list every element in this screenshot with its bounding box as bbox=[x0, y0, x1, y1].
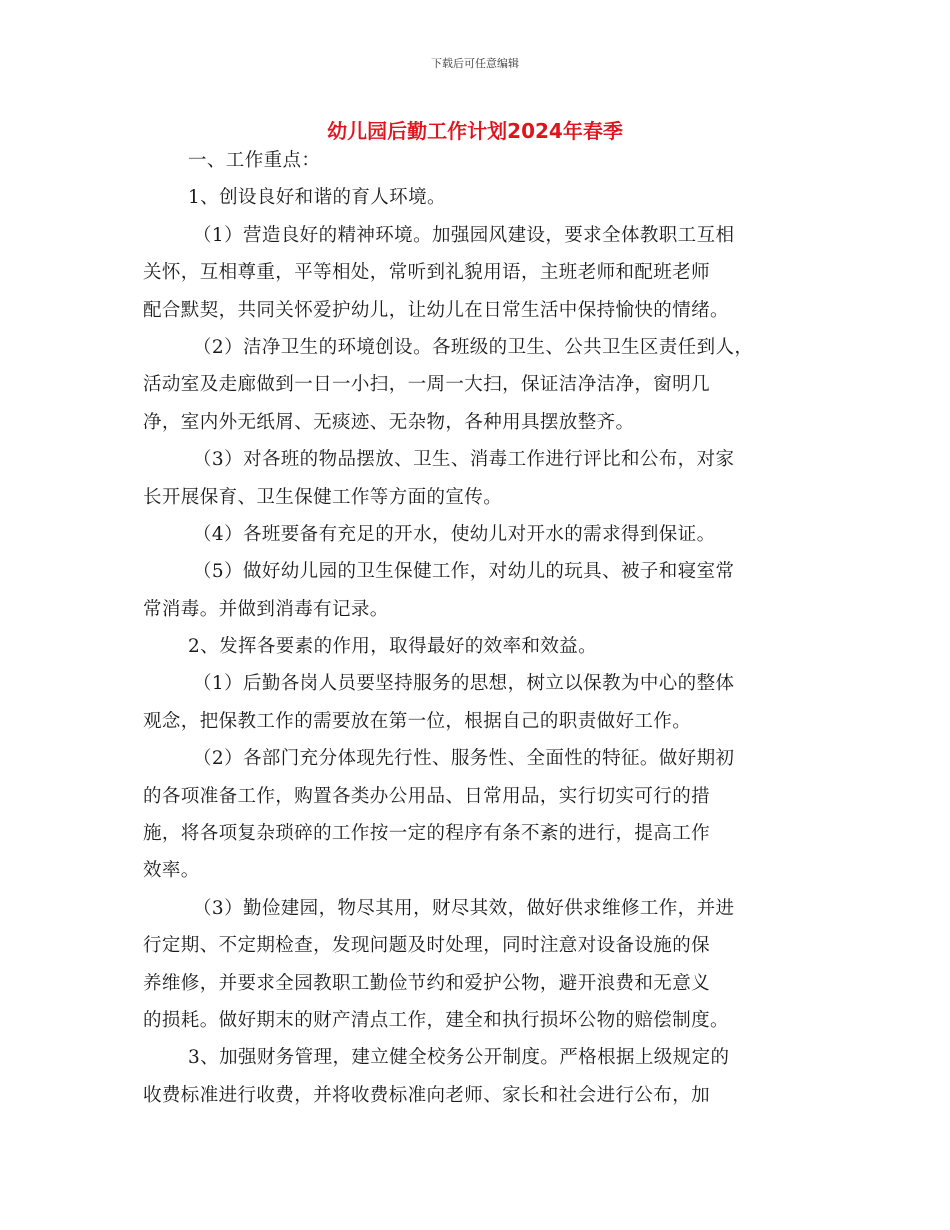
paragraph-line: 收费标准进行收费，并将收费标准向老师、家长和社会进行公布，加 bbox=[143, 1084, 711, 1106]
section-heading: 一、工作重点： bbox=[188, 150, 321, 171]
paragraph-line: 配合默契，共同关怀爱护幼儿，让幼儿在日常生活中保持愉快的情绪。 bbox=[143, 299, 729, 321]
paragraph-line: 观念，把保教工作的需要放在第一位，根据自己的职责做好工作。 bbox=[143, 710, 692, 732]
paragraph-line: 净，室内外无纸屑、无痰迹、无杂物，各种用具摆放整齐。 bbox=[143, 411, 635, 433]
paragraph-line: 活动室及走廊做到一日一小扫，一周一大扫，保证洁净洁净，窗明几 bbox=[143, 374, 711, 396]
paragraph-line: 效率。 bbox=[143, 860, 200, 882]
paragraph-line: （4）各班要备有充足的开水，使幼儿对开水的需求得到保证。 bbox=[193, 523, 716, 545]
paragraph-line: （2）各部门充分体现先行性、服务性、全面性的特征。做好期初 bbox=[193, 748, 735, 770]
paragraph-line: （1）营造良好的精神环境。加强园风建设，要求全体教职工互相 bbox=[193, 224, 735, 246]
paragraph-line: 的各项准备工作，购置各类办公用品、日常用品，实行切实可行的措 bbox=[143, 785, 711, 807]
paragraph-line: （3）勤俭建园，物尽其用，财尽其效，做好供求维修工作，并进 bbox=[193, 897, 735, 919]
document-title: 幼儿园后勤工作计划2024年春季 bbox=[327, 119, 623, 143]
paragraph-line: （3）对各班的物品摆放、卫生、消毒工作进行评比和公布，对家 bbox=[193, 449, 735, 471]
paragraph-line: 施，将各项复杂琐碎的工作按一定的程序有条不紊的进行，提高工作 bbox=[143, 823, 711, 845]
paragraph-line: （5）做好幼儿园的卫生保健工作，对幼儿的玩具、被子和寝室常 bbox=[193, 561, 735, 583]
header-note: 下载后可任意编辑 bbox=[431, 57, 519, 70]
paragraph-line: 常消毒。并做到消毒有记录。 bbox=[143, 598, 389, 620]
item-heading: 1、创设良好和谐的育人环境。 bbox=[188, 187, 446, 209]
item-heading: 2、发挥各要素的作用，取得最好的效率和效益。 bbox=[188, 636, 598, 658]
paragraph-line: （2）洁净卫生的环境创设。各班级的卫生、公共卫生区责任到人， bbox=[193, 336, 754, 358]
paragraph-line: 行定期、不定期检查，发现问题及时处理，同时注意对设备设施的保 bbox=[143, 935, 711, 957]
paragraph-line: （1）后勤各岗人员要坚持服务的思想，树立以保教为中心的整体 bbox=[193, 673, 735, 695]
document-body bbox=[143, 142, 815, 1114]
paragraph-line: 关怀，互相尊重，平等相处，常听到礼貌用语，主班老师和配班老师 bbox=[143, 262, 711, 284]
paragraph-line: 的损耗。做好期末的财产清点工作，建全和执行损坏公物的赔偿制度。 bbox=[143, 1009, 729, 1031]
paragraph-line: 养维修，并要求全园教职工勤俭节约和爱护公物，避开浪费和无意义 bbox=[143, 972, 711, 994]
paragraph-line: 长开展保育、卫生保健工作等方面的宣传。 bbox=[143, 486, 503, 508]
item-heading: 3、加强财务管理，建立健全校务公开制度。严格根据上级规定的 bbox=[188, 1047, 730, 1069]
